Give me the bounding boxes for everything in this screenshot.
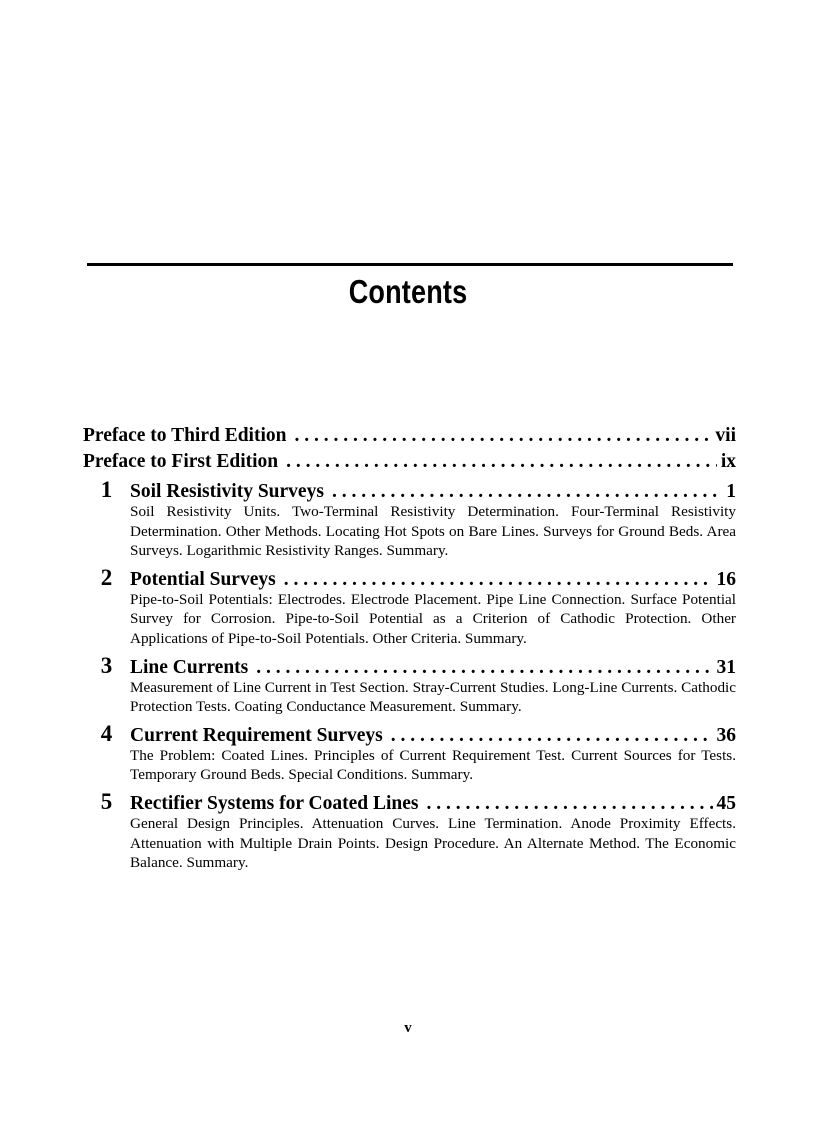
chapter-title: Soil Resistivity Surveys [130, 481, 324, 502]
chapter-heading[interactable] [83, 565, 736, 590]
chapter-page-number: 31 [716, 656, 736, 678]
dot-leader [256, 657, 712, 679]
toc-chapter-2 [83, 565, 736, 649]
chapter-page-number: 36 [716, 724, 736, 746]
heading-rule [87, 263, 733, 266]
toc-chapter-3 [83, 653, 736, 717]
chapter-title: Potential Surveys [130, 568, 276, 590]
chapter-description: The Problem: Coated Lines. Principles of Current Requirement Test. Current Sources for Tests. Temporary Ground Beds. Special Conditions. Summary. [130, 746, 736, 784]
chapter-description: Pipe-to-Soil Potentials: Electrodes. Electrode Placement. Pipe Line Connection. Surface Potential Survey for Corrosion. Pipe-to-Soil Potential as a Criterion of Cathodic Protection. Other Applications of Pipe-to-Soil Potentials. Other Criteria. Summary. [130, 590, 736, 647]
toc-chapter-5 [83, 789, 736, 873]
chapter-number: 2 [100, 564, 113, 590]
toc-chapter-1 [83, 477, 736, 561]
page-title: Contents [348, 273, 468, 310]
chapter-description: General Design Principles. Attenuation Curves. Line Termination. Anode Proximity Effects. Attenuation with Multiple Drain Points. Design Procedure. An Alternate Method. The Economic Balance. Summary. [130, 814, 736, 872]
chapter-heading[interactable] [83, 653, 736, 678]
entry-page-number: vii [715, 425, 736, 446]
dot-leader [391, 725, 713, 747]
entry-label: Preface to First Edition [83, 451, 279, 472]
dot-leader [332, 481, 722, 503]
dot-leader [286, 451, 717, 473]
toc-entry-preface-first[interactable] [83, 451, 736, 477]
chapter-title: Line Currents [130, 656, 249, 678]
toc-entry-preface-third[interactable] [83, 425, 736, 451]
chapter-number: 4 [100, 720, 113, 746]
chapter-description: Measurement of Line Current in Test Section. Stray-Current Studies. Long-Line Currents. Cathodic Protection Tests. Coating Conductance Measurement. Summary. [130, 678, 736, 716]
chapter-number: 1 [100, 477, 113, 502]
chapter-page-number: 45 [716, 792, 736, 814]
chapter-heading[interactable] [83, 477, 736, 502]
toc-chapter-4 [83, 721, 736, 785]
chapter-page-number: 1 [726, 481, 736, 502]
dot-leader [284, 569, 713, 591]
chapter-heading[interactable] [83, 789, 736, 814]
entry-page-number: ix [720, 451, 736, 472]
chapter-number: 5 [100, 788, 113, 814]
chapter-title: Rectifier Systems for Coated Lines [130, 792, 419, 814]
entry-label: Preface to Third Edition [83, 425, 287, 446]
chapter-description: Soil Resistivity Units. Two-Terminal Resistivity Determination. Four-Terminal Resistivity Determination. Other Methods. Locating Hot Spots on Bare Lines. Surveys for Ground Beds. Area Surveys. Logarithmic Resistivity Ranges. Summary. [130, 503, 736, 560]
page-folio: v [404, 1020, 412, 1036]
chapter-page-number: 16 [716, 568, 736, 590]
chapter-title: Current Requirement Surveys [130, 724, 383, 746]
table-of-contents [83, 425, 736, 877]
dot-leader [294, 425, 711, 447]
chapter-number: 3 [100, 652, 113, 678]
dot-leader [426, 793, 712, 815]
chapter-heading[interactable] [83, 721, 736, 746]
